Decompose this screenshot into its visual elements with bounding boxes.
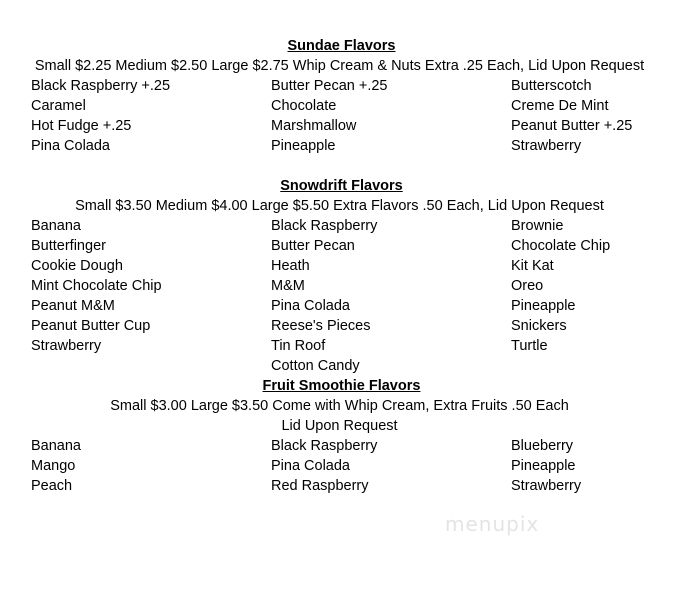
flavor-item: Caramel: [31, 98, 86, 114]
flavor-item: Mango: [31, 458, 76, 474]
flavor-item: Mint Chocolate Chip: [31, 278, 162, 294]
flavor-item: Reese's Pieces: [271, 318, 371, 334]
flavor-item: M&M: [271, 278, 305, 294]
flavor-item: Marshmallow: [271, 118, 357, 134]
flavor-item: Butter Pecan: [271, 238, 355, 254]
flavor-item: Peach: [31, 478, 73, 494]
flavor-item: Strawberry: [511, 138, 582, 154]
flavor-item: Banana: [31, 218, 81, 234]
flavor-item: Black Raspberry: [271, 438, 378, 454]
flavor-item: [31, 356, 271, 376]
flavor-item: Butterscotch: [511, 78, 592, 94]
section-sundae: [0, 36, 679, 156]
flavor-item: Banana: [31, 438, 81, 454]
price-line: Small $3.50 Medium $4.00 Large $5.50 Extra Flavors .50 Each, Lid Upon Request: [75, 198, 604, 214]
flavor-item: [511, 356, 679, 376]
flavor-item: Peanut Butter Cup: [31, 318, 151, 334]
flavor-item: Chocolate Chip: [511, 238, 611, 254]
flavor-item: Pineapple: [271, 138, 336, 154]
flavor-item: Pineapple: [511, 458, 576, 474]
flavor-item: Peanut Butter +.25: [511, 118, 633, 134]
section-snowdrift: [0, 176, 679, 376]
flavor-item: Chocolate: [271, 98, 337, 114]
flavor-item: Pina Colada: [271, 298, 350, 314]
flavor-item: Hot Fudge +.25: [31, 118, 132, 134]
flavor-item: Peanut M&M: [31, 298, 115, 314]
flavor-item: Brownie: [511, 218, 564, 234]
flavor-item: Turtle: [511, 338, 548, 354]
flavor-grid: [0, 76, 679, 156]
flavor-item: Black Raspberry +.25: [31, 78, 171, 94]
flavor-item: Butterfinger: [31, 238, 106, 254]
flavor-item: Creme De Mint: [511, 98, 609, 114]
flavor-item: Black Raspberry: [271, 218, 378, 234]
flavor-item: Cookie Dough: [31, 258, 123, 274]
flavor-item: Red Raspberry: [271, 478, 369, 494]
section-fruit-smoothie: [0, 376, 679, 496]
flavor-item: Strawberry: [511, 478, 582, 494]
flavor-item: Strawberry: [31, 338, 102, 354]
flavor-item: Blueberry: [511, 438, 574, 454]
price-line: Small $3.00 Large $3.50 Come with Whip Cream, Extra Fruits .50 Each: [110, 398, 569, 414]
section-spacer: [0, 156, 679, 176]
flavor-item: Kit Kat: [511, 258, 554, 274]
price-line: Small $2.25 Medium $2.50 Large $2.75 Whip Cream & Nuts Extra .25 Each, Lid Upon Request: [34, 58, 645, 74]
flavor-grid: [0, 216, 679, 376]
flavor-item: Pineapple: [511, 298, 576, 314]
flavor-item: Tin Roof: [271, 338, 326, 354]
menu-document: [0, 36, 679, 496]
flavor-item: Pina Colada: [31, 138, 110, 154]
section-title: Snowdrift Flavors: [280, 178, 403, 194]
flavor-item: Cotton Candy: [271, 358, 360, 374]
flavor-item: Heath: [271, 258, 310, 274]
section-title: Sundae Flavors: [287, 38, 396, 54]
flavor-item: Snickers: [511, 318, 567, 334]
flavor-item: Pina Colada: [271, 458, 350, 474]
price-line: Lid Upon Request: [281, 418, 398, 434]
flavor-grid: [0, 436, 679, 496]
menupix-watermark: menupix: [445, 512, 540, 536]
flavor-item: Oreo: [511, 278, 544, 294]
section-title: Fruit Smoothie Flavors: [262, 378, 421, 394]
flavor-item: Butter Pecan +.25: [271, 78, 388, 94]
